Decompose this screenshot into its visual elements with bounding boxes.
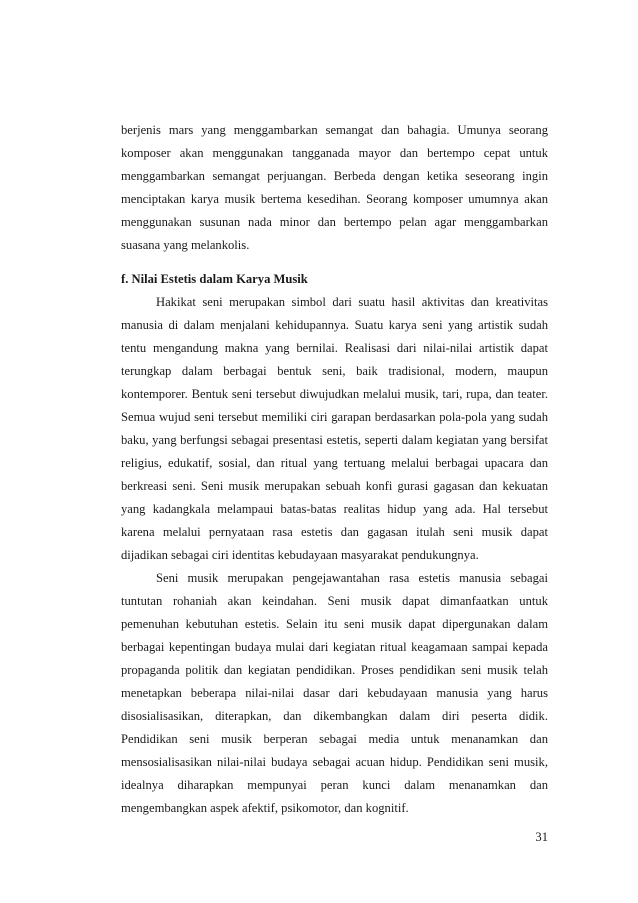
paragraph1-line-11: karena melalui pernyataan rasa estetis dan gagasan itulah seni musik dapat [121,525,548,539]
paragraph2-line-11: mengembangkan aspek afektif, psikomotor, dan kognitif. [121,801,409,815]
paragraph1-line-9: berkreasi seni. Seni musik merupakan sebuah konfi gurasi gagasan dan kekuatan [121,479,548,493]
paragraph2-line-1: Seni musik merupakan pengejawantahan rasa estetis manusia sebagai [156,571,548,585]
paragraph2-line-2: tuntutan rohaniah akan keindahan. Seni musik dapat dimanfaatkan untuk [121,594,548,608]
intro-line-2: komposer akan menggunakan tangganada mayor dan bertempo cepat untuk [121,146,548,160]
paragraph1-line-10: yang kadangkala melampaui batas-batas realitas hidup yang ada. Hal tersebut [121,502,548,516]
paragraph2-line-8: Pendidikan seni musik berperan sebagai media untuk menanamkan dan [121,732,548,746]
paragraph1-line-4: terungkap dalam berbagai bentuk seni, baik tradisional, modern, maupun [121,364,548,378]
paragraph2-line-7: disosialisasikan, diterapkan, dan dikembangkan dalam diri peserta didik. [121,709,548,723]
paragraph1-line-12: dijadikan sebagai ciri identitas kebudayaan masyarakat pendukungnya. [121,548,479,562]
intro-line-4: menciptakan karya musik bertema kesedihan. Seorang komposer umumnya akan [121,192,548,206]
intro-line-3: menggambarkan semangat perjuangan. Berbeda dengan ketika seseorang ingin [121,169,548,183]
paragraph1-line-1: Hakikat seni merupakan simbol dari suatu hasil aktivitas dan kreativitas [156,295,548,309]
intro-line-5: menggunakan susunan nada minor dan bertempo pelan agar menggambarkan [121,215,548,229]
section-heading: f. Nilai Estetis dalam Karya Musik [121,272,308,286]
intro-line-1: berjenis mars yang menggambarkan semangat dan bahagia. Umunya seorang [121,123,548,137]
paragraph1-line-6: Semua wujud seni tersebut memiliki ciri garapan berdasarkan pola-pola yang sudah [121,410,548,424]
paragraph2-line-5: propaganda politik dan kegiatan pendidikan. Proses pendidikan seni musik telah [121,663,548,677]
paragraph1-line-3: tentu mengandung makna yang bernilai. Realisasi dari nilai-nilai artistik dapat [121,341,548,355]
paragraph2-line-3: pemenuhan kebutuhan estetis. Selain itu seni musik dapat dipergunakan dalam [121,617,548,631]
paragraph1-line-8: religius, edukatif, sosial, dan ritual yang tertuang melalui berbagai upacara dan [121,456,548,470]
paragraph1-line-2: manusia di dalam menjalani kehidupannya. Suatu karya seni yang artistik sudah [121,318,548,332]
page-number: 31 [535,830,548,844]
paragraph2-line-4: berbagai kepentingan budaya mulai dari kegiatan ritual keagamaan sampai kepada [121,640,548,654]
intro-line-6: suasana yang melankolis. [121,238,250,252]
paragraph2-line-9: mensosialisasikan nilai-nilai budaya sebagai acuan hidup. Pendidikan seni musik, [121,755,548,769]
paragraph1-line-5: kontemporer. Bentuk seni tersebut diwujudkan melalui musik, tari, rupa, dan teater. [121,387,548,401]
paragraph2-line-10: idealnya diharapkan mempunyai peran kunci dalam menanamkan dan [121,778,548,792]
paragraph2-line-6: menetapkan beberapa nilai-nilai dasar dari kebudayaan manusia yang harus [121,686,548,700]
paragraph1-line-7: baku, yang berfungsi sebagai presentasi estetis, seperti dalam kegiatan yang bersifat [121,433,548,447]
